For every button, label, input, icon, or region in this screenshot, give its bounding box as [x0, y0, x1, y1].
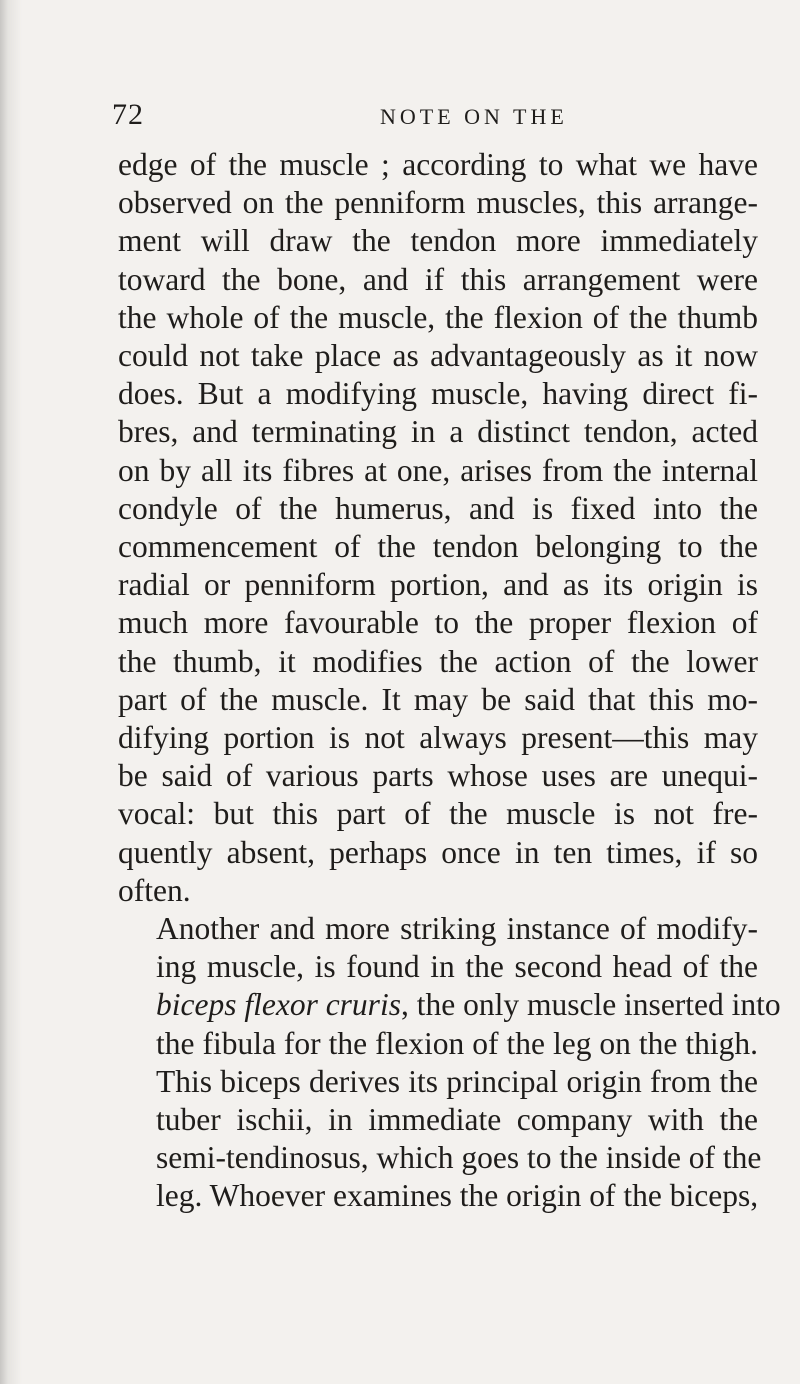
- page-number: 72: [112, 98, 144, 131]
- text-line: edge of the muscle ; according to what we have: [118, 147, 758, 182]
- body-text: [118, 146, 781, 1216]
- text-line: This biceps derives its principal origin from the: [156, 1063, 758, 1099]
- text-line: on by all its fibres at one, arises from the internal: [118, 452, 758, 488]
- text-line: the fibula for the flexion of the leg on the thigh.: [156, 1025, 758, 1061]
- text-line-with-italic: [118, 986, 781, 1024]
- text-line: ing muscle, is found in the second head of the: [156, 949, 758, 985]
- text-line: the thumb, it modifies the action of the lower: [118, 643, 758, 679]
- paragraph-1: [118, 146, 758, 910]
- text-line: radial or penniform portion, and as its origin is: [118, 567, 758, 603]
- text-line: toward the bone, and if this arrangement were: [118, 261, 758, 297]
- text-line: ment will draw the tendon more immediately: [118, 223, 758, 259]
- text-line: quently absent, perhaps once in ten times, if so: [118, 834, 758, 870]
- text-line: Another and more striking instance of modify-: [156, 911, 758, 947]
- text-line: could not take place as advantageously as it now: [118, 338, 758, 374]
- text-line: much more favourable to the proper flexion of: [118, 605, 758, 641]
- text-fragment: , the only muscle inserted into: [400, 987, 781, 1023]
- text-line: the whole of the muscle, the flexion of the thumb: [118, 299, 758, 335]
- text-line: tuber ischii, in immediate company with the: [156, 1102, 758, 1138]
- text-line: part of the muscle. It may be said that this mo-: [118, 681, 758, 717]
- text-line: leg. Whoever examines the origin of the biceps,: [156, 1178, 759, 1214]
- text-line: often.: [118, 872, 191, 908]
- text-line: difying portion is not always present—this may: [118, 720, 758, 756]
- text-line: bres, and terminating in a distinct tendon, acted: [118, 414, 758, 450]
- text-line: observed on the penniform muscles, this arrange-: [118, 185, 758, 221]
- text-line: semi-tendinosus, which goes to the inside of the: [156, 1140, 762, 1176]
- italic-term: biceps flexor cruris: [156, 987, 401, 1023]
- running-head: [112, 98, 752, 138]
- text-line: vocal: but this part of the muscle is not fre-: [118, 796, 758, 832]
- running-title: NOTE ON THE: [380, 104, 568, 129]
- text-line: be said of various parts whose uses are unequi-: [118, 758, 758, 794]
- paragraph-2: [118, 910, 781, 1216]
- text-line: commencement of the tendon belonging to the: [118, 529, 758, 565]
- text-line: condyle of the humerus, and is fixed into the: [118, 490, 758, 526]
- text-line: does. But a modifying muscle, having direct fi-: [118, 376, 758, 412]
